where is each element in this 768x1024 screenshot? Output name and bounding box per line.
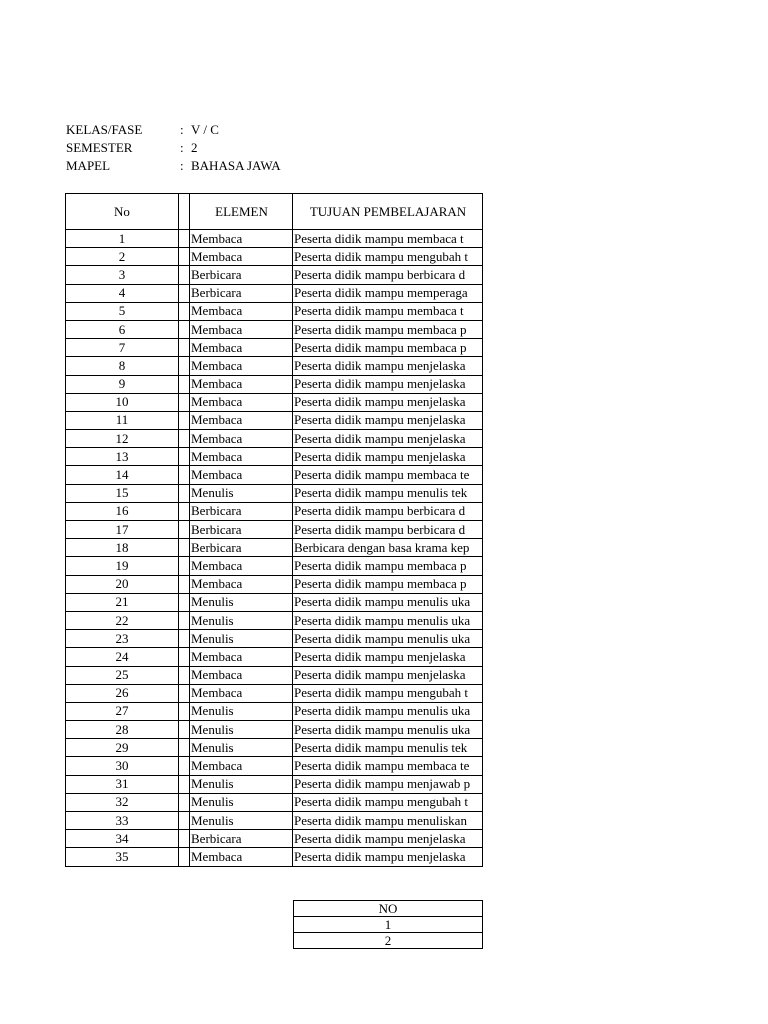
row-no: 12 [66,430,179,448]
table-row [66,684,483,702]
no-table-header-row [294,901,483,917]
mapel-label: MAPEL [66,158,111,173]
row-no: 16 [66,502,179,520]
row-no: 28 [66,721,179,739]
row-tujuan-text: Peserta didik mampu mengubah t [294,248,469,264]
row-spacer [179,848,190,866]
row-tujuan [293,593,483,611]
row-spacer [179,502,190,520]
row-spacer [179,757,190,775]
row-elemen: Membaca [190,339,293,357]
row-tujuan [293,284,483,302]
row-tujuan [293,848,483,866]
row-tujuan [293,630,483,648]
mapel-value: BAHASA JAWA [191,158,281,173]
row-no: 31 [66,775,179,793]
row-tujuan-text: Peserta didik mampu menulis uka [294,721,471,737]
no-table-header: NO [294,901,483,917]
row-tujuan-text: Peserta didik mampu berbicara d [294,503,466,519]
row-tujuan [293,393,483,411]
table-row [66,630,483,648]
row-elemen: Berbicara [190,284,293,302]
table-header-row [66,194,483,230]
row-no: 9 [66,375,179,393]
row-tujuan [293,248,483,266]
row-elemen: Membaca [190,302,293,320]
semester-row [66,139,366,157]
row-elemen: Membaca [190,648,293,666]
row-no: 27 [66,702,179,720]
table-row [66,666,483,684]
row-no: 5 [66,302,179,320]
row-spacer [179,721,190,739]
table-row [66,320,483,338]
table-row [66,448,483,466]
table-row [66,502,483,520]
row-elemen: Membaca [190,757,293,775]
row-tujuan [293,466,483,484]
row-no: 34 [66,830,179,848]
row-no: 30 [66,757,179,775]
row-tujuan-text: Peserta didik mampu menjelaska [294,830,466,846]
row-tujuan-text: Peserta didik mampu berbicara d [294,266,466,282]
table-row [66,611,483,629]
kelas-row [66,121,366,139]
table-row [66,793,483,811]
row-tujuan [293,484,483,502]
row-no: 13 [66,448,179,466]
row-tujuan-text: Peserta didik mampu membaca p [294,321,467,337]
row-elemen: Membaca [190,375,293,393]
row-elemen: Menulis [190,721,293,739]
row-elemen: Menulis [190,593,293,611]
row-spacer [179,702,190,720]
row-spacer [179,812,190,830]
row-spacer [179,575,190,593]
row-elemen: Membaca [190,575,293,593]
table-row [66,430,483,448]
row-tujuan [293,830,483,848]
no-table-cell: 2 [294,933,483,949]
row-elemen: Membaca [190,430,293,448]
row-no: 2 [66,248,179,266]
header-tujuan: TUJUAN PEMBELAJARAN [293,194,483,230]
no-table-body [294,901,483,949]
row-no: 35 [66,848,179,866]
table-row [66,230,483,248]
row-spacer [179,357,190,375]
table-row [66,739,483,757]
row-spacer [179,775,190,793]
row-tujuan [293,502,483,520]
row-tujuan [293,230,483,248]
row-elemen: Berbicara [190,266,293,284]
table-row [66,812,483,830]
row-no: 17 [66,521,179,539]
row-tujuan [293,557,483,575]
row-tujuan-text: Peserta didik mampu mengubah t [294,685,469,701]
row-spacer [179,830,190,848]
table-row [66,557,483,575]
row-elemen: Berbicara [190,521,293,539]
row-spacer [179,230,190,248]
row-tujuan-text: Peserta didik mampu menjelaska [294,648,466,664]
row-tujuan-text: Peserta didik mampu membaca p [294,557,467,573]
row-no: 11 [66,411,179,429]
table-body [66,230,483,867]
header-elemen: ELEMEN [190,194,293,230]
kelas-colon: : [180,122,184,137]
row-tujuan-text: Peserta didik mampu menulis uka [294,703,471,719]
no-table-row [294,917,483,933]
row-spacer [179,284,190,302]
kelas-label: KELAS/FASE [66,122,143,137]
semester-colon: : [180,140,184,155]
row-spacer [179,375,190,393]
row-spacer [179,411,190,429]
row-spacer [179,648,190,666]
learning-objectives-table [65,193,483,867]
document-meta [66,121,366,175]
table-row [66,757,483,775]
row-tujuan [293,739,483,757]
row-elemen: Menulis [190,739,293,757]
semester-value: 2 [191,140,198,155]
row-spacer [179,630,190,648]
row-tujuan [293,611,483,629]
row-tujuan [293,339,483,357]
row-elemen: Membaca [190,466,293,484]
row-elemen: Berbicara [190,539,293,557]
row-no: 29 [66,739,179,757]
mapel-colon: : [180,158,184,173]
row-tujuan-text: Peserta didik mampu membaca te [294,758,470,774]
row-no: 21 [66,593,179,611]
row-spacer [179,266,190,284]
row-tujuan [293,539,483,557]
row-tujuan-text: Peserta didik mampu menjelaska [294,394,466,410]
row-tujuan-text: Peserta didik mampu menulis uka [294,630,471,646]
row-tujuan [293,702,483,720]
row-spacer [179,666,190,684]
row-elemen: Membaca [190,248,293,266]
row-spacer [179,430,190,448]
row-spacer [179,248,190,266]
table-row [66,357,483,375]
table-row [66,848,483,866]
row-tujuan-text: Peserta didik mampu menjawab p [294,776,471,792]
row-elemen: Menulis [190,775,293,793]
row-no: 18 [66,539,179,557]
row-tujuan-text: Peserta didik mampu berbicara d [294,521,466,537]
row-tujuan-text: Peserta didik mampu membaca t [294,303,464,319]
row-no: 14 [66,466,179,484]
row-spacer [179,739,190,757]
row-spacer [179,320,190,338]
table-row [66,484,483,502]
row-elemen: Membaca [190,411,293,429]
row-tujuan [293,684,483,702]
row-tujuan-text: Peserta didik mampu memperaga [294,285,468,301]
row-elemen: Membaca [190,320,293,338]
row-no: 24 [66,648,179,666]
table-row [66,702,483,720]
row-no: 33 [66,812,179,830]
table-row [66,411,483,429]
row-tujuan [293,430,483,448]
row-tujuan-text: Peserta didik mampu menjelaska [294,667,466,683]
row-tujuan-text: Peserta didik mampu mengubah t [294,794,469,810]
row-spacer [179,393,190,411]
row-no: 10 [66,393,179,411]
table-row [66,648,483,666]
table-row [66,466,483,484]
row-spacer [179,557,190,575]
table-row [66,266,483,284]
row-no: 8 [66,357,179,375]
row-no: 1 [66,230,179,248]
mapel-row [66,157,366,175]
row-no: 25 [66,666,179,684]
row-tujuan [293,775,483,793]
row-tujuan [293,721,483,739]
row-no: 32 [66,793,179,811]
row-elemen: Membaca [190,448,293,466]
row-spacer [179,593,190,611]
row-elemen: Membaca [190,393,293,411]
row-spacer [179,539,190,557]
row-tujuan [293,757,483,775]
row-elemen: Menulis [190,484,293,502]
row-no: 19 [66,557,179,575]
row-spacer [179,448,190,466]
table-row [66,339,483,357]
table-row [66,375,483,393]
row-tujuan [293,320,483,338]
row-tujuan-text: Peserta didik mampu menuliskan [294,812,467,828]
table-row [66,575,483,593]
row-no: 4 [66,284,179,302]
row-elemen: Membaca [190,557,293,575]
header-spacer [179,194,190,230]
no-table [293,900,483,949]
row-tujuan-text: Peserta didik mampu menjelaska [294,412,466,428]
row-spacer [179,684,190,702]
row-tujuan-text: Peserta didik mampu menulis tek [294,485,468,501]
no-table-cell: 1 [294,917,483,933]
row-tujuan [293,812,483,830]
row-tujuan-text: Peserta didik mampu menjelaska [294,430,466,446]
row-tujuan-text: Peserta didik mampu menulis uka [294,594,471,610]
row-tujuan [293,375,483,393]
table-row [66,521,483,539]
row-elemen: Menulis [190,611,293,629]
kelas-value: V / C [191,122,219,137]
row-tujuan [293,411,483,429]
row-tujuan-text: Peserta didik mampu menjelaska [294,848,466,864]
row-tujuan [293,448,483,466]
row-elemen: Membaca [190,666,293,684]
table-row [66,775,483,793]
row-tujuan [293,521,483,539]
row-elemen: Menulis [190,812,293,830]
row-no: 7 [66,339,179,357]
row-tujuan-text: Peserta didik mampu menulis tek [294,739,468,755]
row-no: 6 [66,320,179,338]
row-tujuan [293,648,483,666]
row-tujuan [293,266,483,284]
table-row [66,721,483,739]
row-spacer [179,521,190,539]
row-spacer [179,302,190,320]
row-spacer [179,466,190,484]
row-spacer [179,339,190,357]
row-tujuan-text: Peserta didik mampu menjelaska [294,357,466,373]
row-spacer [179,793,190,811]
row-spacer [179,484,190,502]
row-elemen: Membaca [190,848,293,866]
table-row [66,830,483,848]
row-tujuan-text: Peserta didik mampu membaca p [294,339,467,355]
row-tujuan-text: Peserta didik mampu menjelaska [294,448,466,464]
row-no: 15 [66,484,179,502]
row-tujuan [293,575,483,593]
row-elemen: Menulis [190,702,293,720]
row-tujuan-text: Peserta didik mampu menulis uka [294,612,471,628]
row-tujuan [293,302,483,320]
no-table-row [294,933,483,949]
semester-label: SEMESTER [66,140,133,155]
row-elemen: Berbicara [190,502,293,520]
row-no: 23 [66,630,179,648]
row-elemen: Membaca [190,230,293,248]
row-elemen: Berbicara [190,830,293,848]
table-row [66,593,483,611]
row-tujuan-text: Peserta didik mampu menjelaska [294,376,466,392]
row-no: 3 [66,266,179,284]
row-tujuan [293,666,483,684]
header-no: No [66,194,179,230]
table-row [66,248,483,266]
row-tujuan-text: Peserta didik mampu membaca t [294,230,464,246]
row-spacer [179,611,190,629]
row-elemen: Menulis [190,793,293,811]
row-tujuan-text: Peserta didik mampu membaca p [294,576,467,592]
row-tujuan-text: Berbicara dengan basa krama kep [294,539,470,555]
table-row [66,539,483,557]
row-no: 20 [66,575,179,593]
row-elemen: Menulis [190,630,293,648]
row-tujuan [293,357,483,375]
table-row [66,393,483,411]
row-no: 22 [66,611,179,629]
table-row [66,284,483,302]
row-elemen: Membaca [190,357,293,375]
row-elemen: Membaca [190,684,293,702]
row-tujuan-text: Peserta didik mampu membaca te [294,467,470,483]
row-no: 26 [66,684,179,702]
row-tujuan [293,793,483,811]
table-row [66,302,483,320]
